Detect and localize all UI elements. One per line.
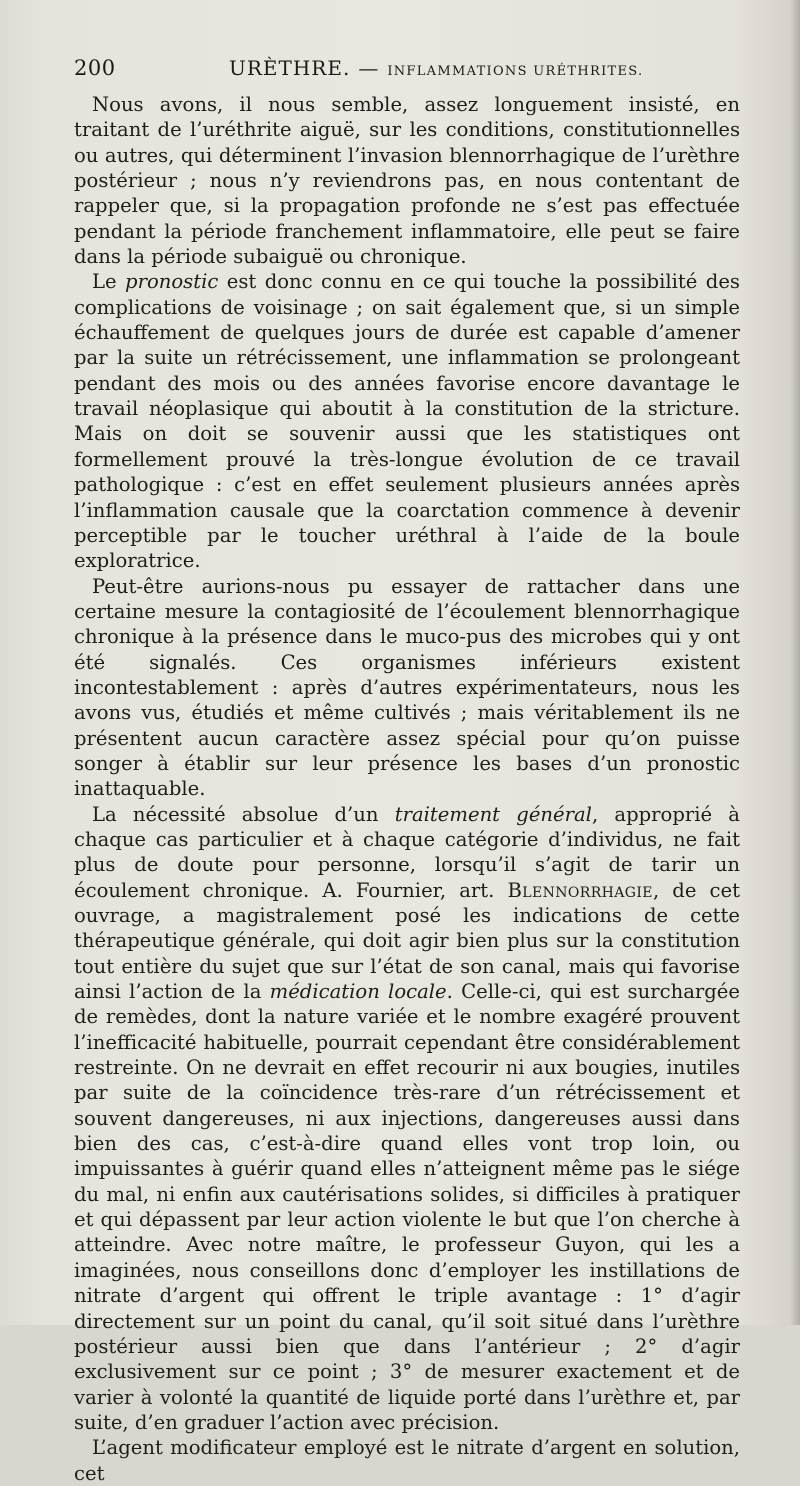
paragraph-4 <box>74 802 740 1436</box>
medication-locale-emphasis: médication locale <box>269 980 447 1004</box>
paragraph-4-part-3: , de cet ouvrage, a magistralement posé les indications de cette thérapeutique générale, qui doit agir bien plus sur la constitution tout entière du sujet que sur l’état de son canal, mais qui favorise ainsi l’action de la <box>74 878 740 1004</box>
running-header <box>74 56 740 86</box>
running-title-dash: — <box>358 56 380 80</box>
paragraph-1: Nous avons, il nous semble, assez longuement insisté, en traitant de l’uréthrite aiguë, sur les conditions, constitutionnelles ou autres, qui déterminent l’invasion blennorrhagique de l’urèthre postérieur ; nous n’y reviendrons pas, en nous contentant de rappeler que, si la propagation profonde ne s’est pas effectuée pendant la période franchement inflammatoire, elle peut se faire dans la période subaiguë ou chronique. <box>74 93 740 269</box>
paragraph-2 <box>74 269 740 573</box>
running-title <box>229 56 643 80</box>
body-text <box>74 92 740 1486</box>
paragraph-4-part-2: , approprié à chaque cas particulier et à chaque catégorie d’individus, ne fait plus de doute pour personne, lorsqu’il s’agit de tarir un écoulement chronique. A. Fournier, art. <box>74 802 740 902</box>
running-title-sub: INFLAMMATIONS URÉTHRITES. <box>387 64 644 79</box>
paragraph-2-start: Le <box>92 270 126 294</box>
running-title-main: URÈTHRE. <box>229 56 351 80</box>
paragraph-4-part-1: La nécessité absolue d’un <box>92 802 395 826</box>
pronostic-emphasis: pronostic <box>125 270 219 294</box>
traitement-general-emphasis: traitement général <box>394 802 592 826</box>
paragraph-3: Peut-être aurions-nous pu essayer de rattacher dans une certaine mesure la contagiosité de l’écoulement blennorrhagique chronique à la présence dans le muco-pus des microbes qui y ont été signalés. Ces organismes inférieurs existent incontestablement : après d’autres expérimentateurs, nous les avons vus, étudiés et même cultivés ; mais véritablement ils ne présentent aucun caractère assez spécial pour qu’on puisse songer à établir sur leur présence les bases d’un pronostic inattaquable. <box>74 574 740 801</box>
paragraph-5: L’agent modificateur employé est le nitrate d’argent en solution, cet <box>74 1436 740 1485</box>
paragraph-2-rest: est donc connu en ce qui touche la possibilité des complications de voisinage ; on sait également que, si un simple échauffement de quelques jours de durée est capable d’amener par la suite un rétrécissement, une inflammation se prolongeant pendant des mois ou des années favorise encore davantage le travail néoplasique qui aboutit à la constitution de la stricture. Mais on doit se souvenir aussi que les statistiques ont formellement prouvé la très-longue évolution de ce travail pathologique : c’est en effet seulement plusieurs années après l’inflammation causale que la coarctation commence à devenir perceptible par le toucher uréthral à l’aide de la boule exploratrice. <box>74 270 740 573</box>
page-number: 200 <box>74 56 116 80</box>
paragraph-4-part-4: . Celle-ci, qui est surchargée de remèdes, dont la nature variée et le nombre exagéré prouvent l’inefficacité habituelle, pourrait cependant être considérablement restreinte. On ne devrait en effet recourir ni aux bougies, inutiles par suite de la coïncidence très-rare d’un rétrécissement et souvent dangereuses, ni aux injections, dangereuses aussi dans bien des cas, c’est-à-dire quand elles vont trop loin, ou impuissantes à guérir quand elles n’atteignent même pas le siége du mal, ni enfin aux cautérisations solides, si difficiles à pratiquer et qui dépassent par leur action violente le but que l’on cherche à atteindre. Avec notre maître, le professeur Guyon, qui les a imaginées, nous conseillons donc d’employer les instillations de nitrate d’argent qui offrent le triple avantage : 1° d’agir directement sur un point du canal, qu’il soit situé dans l’urèthre postérieur aussi bien que dans l’antérieur ; 2° d’agir exclusivement sur ce point ; 3° de mesurer exactement et de varier à volonté la quantité de liquide porté dans l’urèthre et, par suite, d’en graduer l’action avec précision. <box>74 980 740 1434</box>
blennorrhagie-reference: Blennorrhagie <box>507 878 653 902</box>
